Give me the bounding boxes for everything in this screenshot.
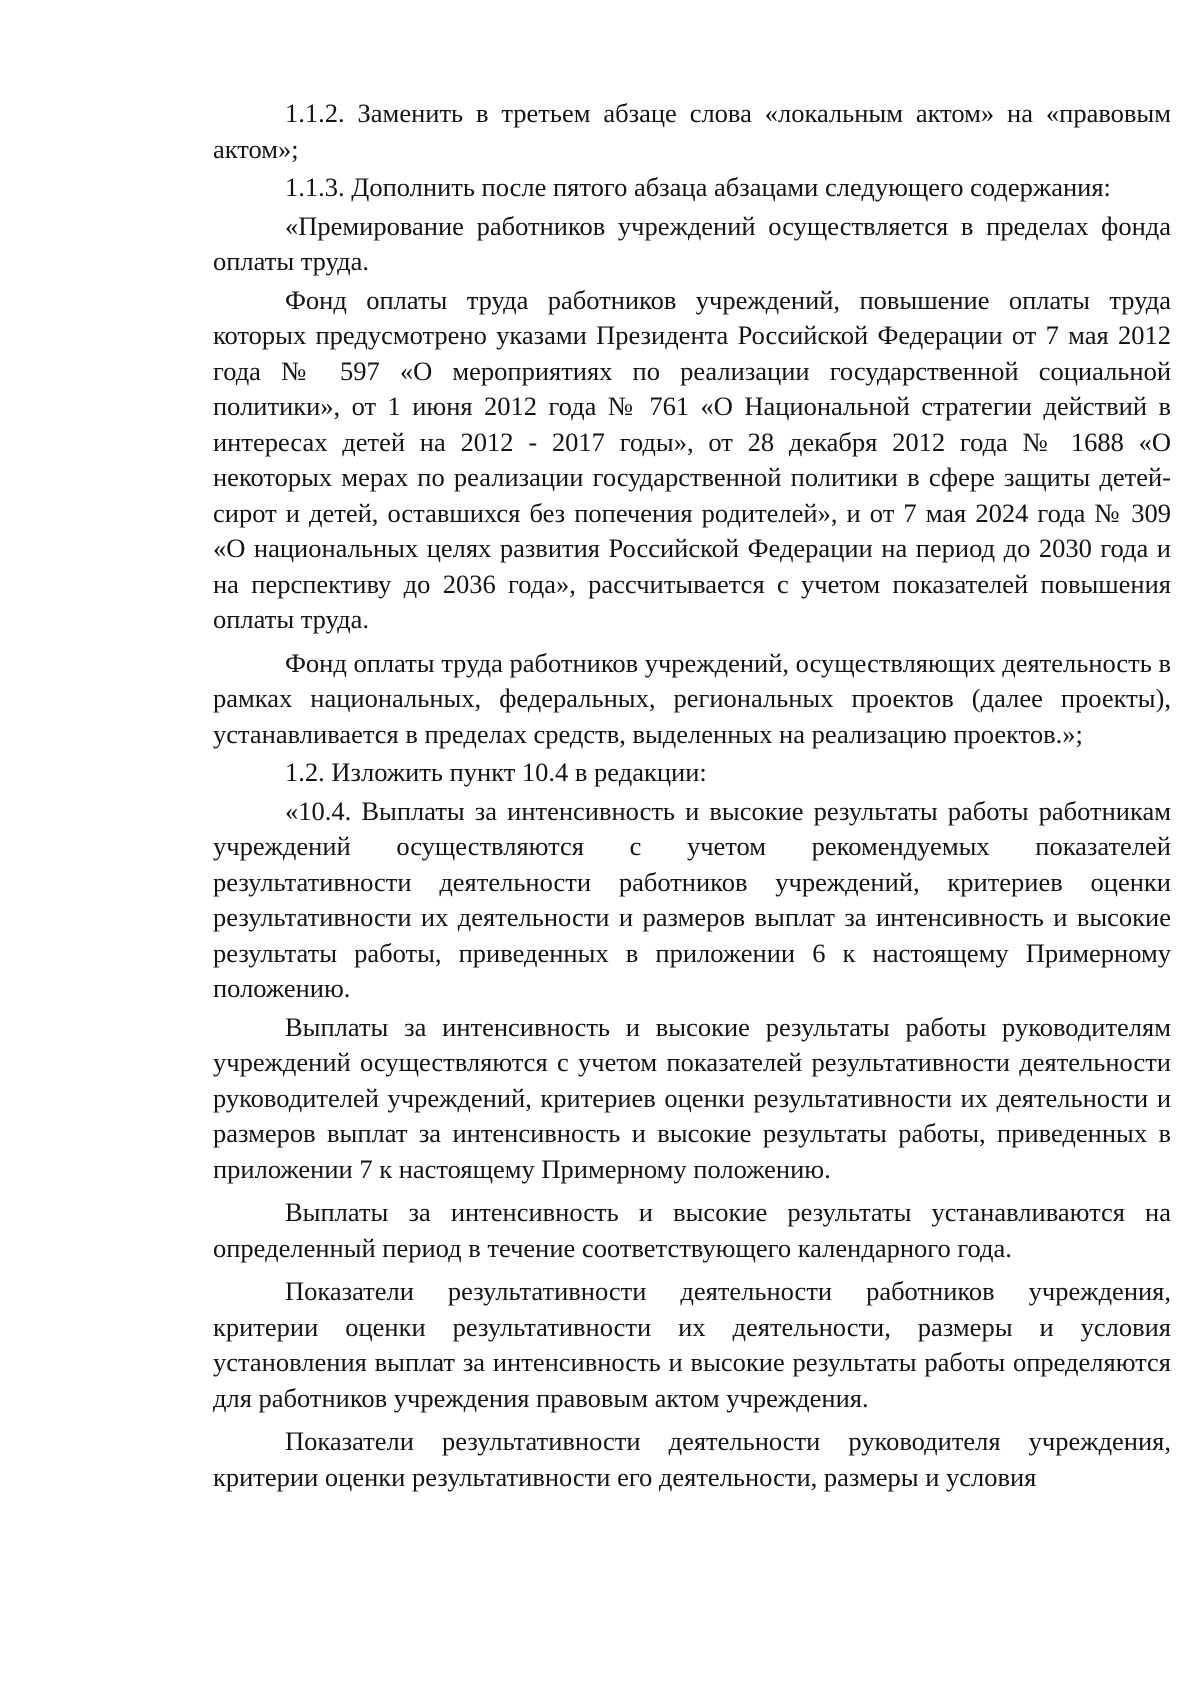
paragraph-manager-indicators: Показатели результативности деятельности руководителя учреждения, критерии оценки результативности его деятельности, размеры и условия	[213, 1426, 1171, 1492]
document-body	[213, 96, 1171, 1495]
paragraph-10-4-employees: «10.4. Выплаты за интенсивность и высокие результаты работы работникам учреждений осуществляются с учетом рекомендуемых показателей результативности деятельности работников учреждений, критериев оценки результативности их деятельности и размеров выплат за интенсивность и высокие результаты работы, приведенных в приложении 6 к настоящему Примерному положению.	[213, 795, 1171, 1003]
paragraph-wage-fund-decrees: Фонд оплаты труда работников учреждений, повышение оплаты труда которых предусмотрено указами Президента Российской Федерации от 7 мая 2012 года № 597 «О мероприятиях по реализации государственной социальной политики», от 1 июня 2012 года № 761 «О Национальной стратегии действий в интересах детей на 2012 - 2017 годы», от 28 декабря 2012 года № 1688 «О некоторых мерах по реализации государственной политики в сфере защиты детей-сирот и детей, оставшихся без попечения родителей», и от 7 мая 2024 года № 309 «О национальных целях развития Российской Федерации на период до 2030 года и на перспективу до 2036 года», рассчитывается с учетом показателей повышения оплаты труда.	[213, 284, 1171, 634]
paragraph-1-1-3: 1.1.3. Дополнить после пятого абзаца абзацами следующего содержания:	[285, 172, 1111, 202]
paragraph-wage-fund-projects: Фонд оплаты труда работников учреждений, осуществляющих деятельность в рамках национальных, федеральных, региональных проектов (далее проекты), устанавливается в пределах средств, выделенных на реализацию проектов.»;	[213, 647, 1171, 749]
paragraph-1-2: 1.2. Изложить пункт 10.4 в редакции:	[285, 757, 707, 787]
paragraph-payment-period: Выплаты за интенсивность и высокие результаты устанавливаются на определенный период в течение соответствующего календарного года.	[213, 1197, 1171, 1263]
paragraph-bonus-limit: «Премирование работников учреждений осуществляется в пределах фонда оплаты труда.	[213, 210, 1171, 276]
paragraph-10-4-managers: Выплаты за интенсивность и высокие результаты работы руководителям учреждений осуществляются с учетом показателей результативности деятельности руководителей учреждений, критериев оценки результативности их деятельности и размеров выплат за интенсивность и высокие результаты работы, приведенных в приложении 7 к настоящему Примерному положению.	[213, 1011, 1171, 1184]
paragraph-employee-indicators: Показатели результативности деятельности работников учреждения, критерии оценки результативности их деятельности, размеры и условия установления выплат за интенсивность и высокие результаты работы определяются для работников учреждения правовым актом учреждения.	[213, 1276, 1171, 1413]
paragraph-1-1-2: 1.1.2. Заменить в третьем абзаце слова «локальным актом» на «правовым актом»;	[213, 98, 1171, 164]
